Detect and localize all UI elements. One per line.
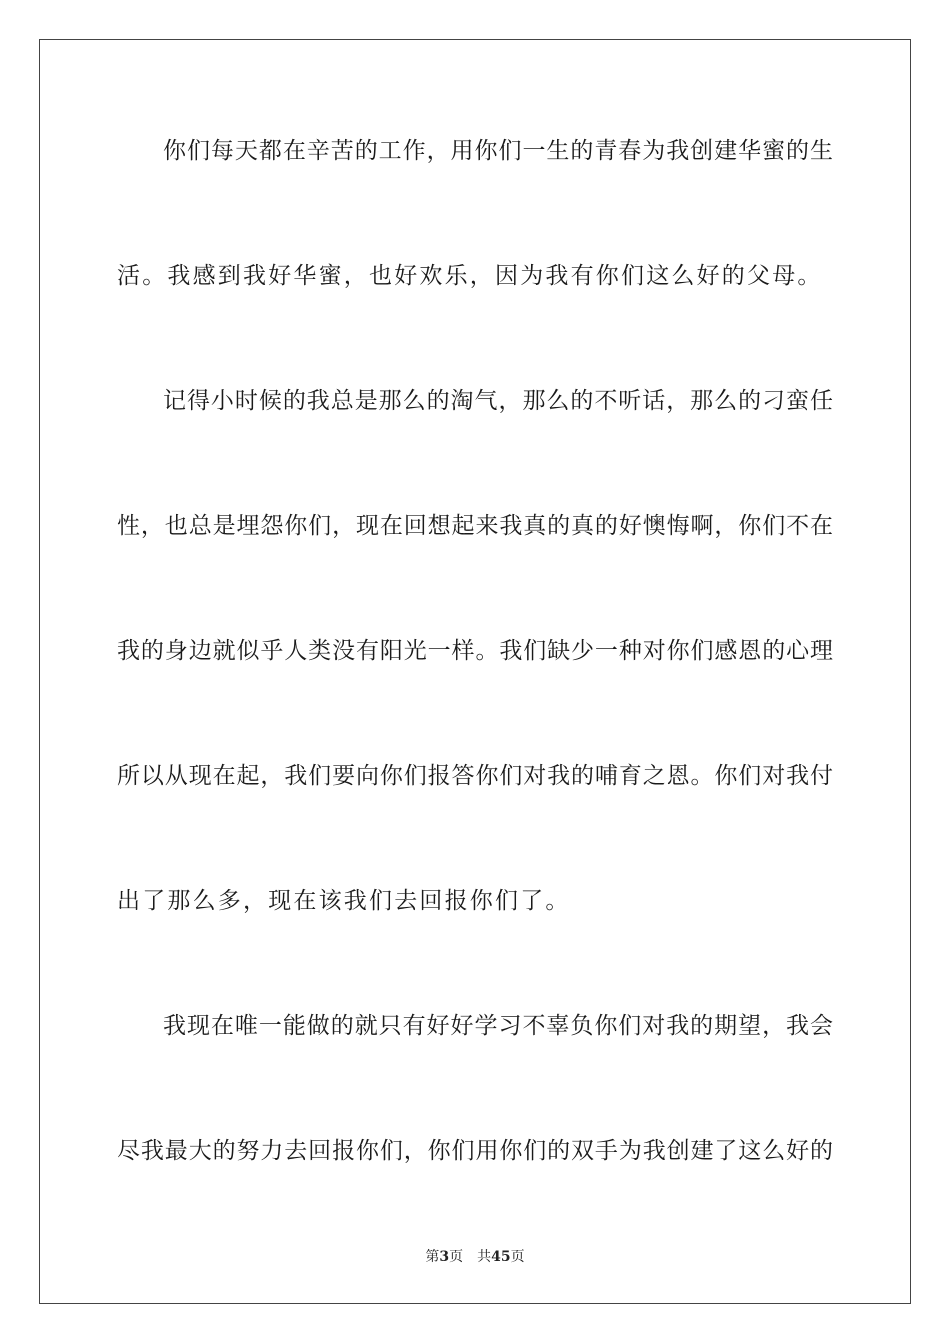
paragraph-2-line-3: 我的身边就似乎人类没有阳光一样。我们缺少一种对你们感恩的心理 [117, 638, 833, 664]
page-prefix: 第 [425, 1249, 440, 1265]
paragraph-2-line-1: 记得小时候的我总是那么的淘气，那么的不听话，那么的刁蛮任 [163, 388, 833, 414]
total-suffix: 页 [510, 1249, 525, 1265]
page-border [39, 39, 911, 1304]
paragraph-2-line-4: 所以从现在起，我们要向你们报答你们对我的哺育之恩。你们对我付 [117, 763, 833, 789]
total-prefix: 共 [477, 1249, 492, 1265]
paragraph-3-line-2: 尽我最大的努力去回报你们，你们用你们的双手为我创建了这么好的 [117, 1138, 833, 1164]
page-footer [0, 1248, 950, 1266]
paragraph-2-line-5: 出了那么多，现在该我们去回报你们了。 [117, 888, 571, 914]
page-number: 3 [439, 1249, 450, 1265]
paragraph-1-line-1: 你们每天都在辛苦的工作，用你们一生的青春为我创建华蜜的生 [163, 138, 833, 164]
paragraph-1-line-2: 活。我感到我好华蜜，也好欢乐，因为我有你们这么好的父母。 [117, 263, 823, 289]
paragraph-2-line-2: 性，也总是埋怨你们，现在回想起来我真的真的好懊悔啊，你们不在 [117, 513, 833, 539]
page-suffix: 页 [449, 1249, 464, 1265]
total-pages: 45 [491, 1249, 511, 1265]
paragraph-3-line-1: 我现在唯一能做的就只有好好学习不辜负你们对我的期望，我会 [163, 1013, 833, 1039]
